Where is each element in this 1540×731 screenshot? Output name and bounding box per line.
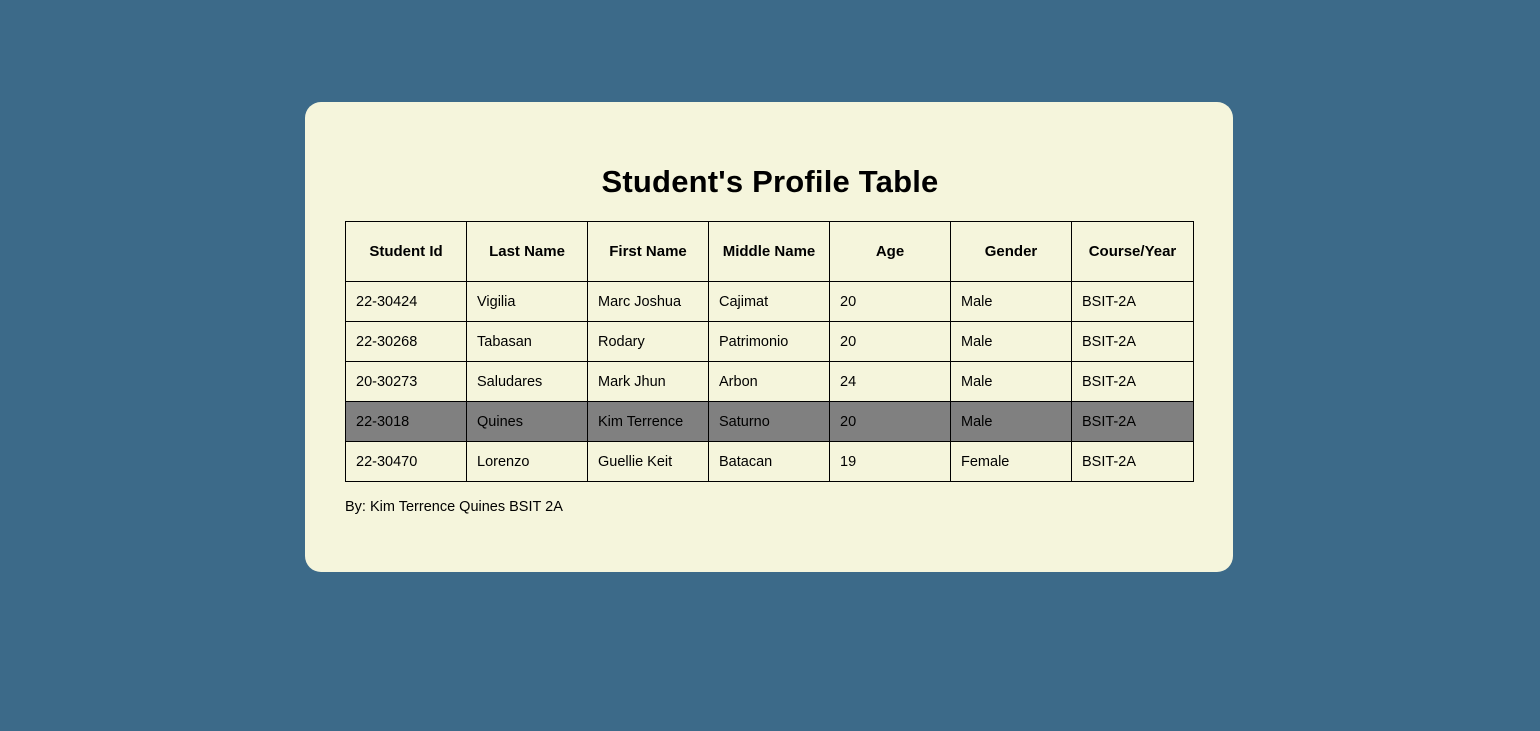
cell-last-name: Tabasan — [467, 322, 588, 362]
cell-age: 20 — [830, 402, 951, 442]
cell-gender: Male — [951, 362, 1072, 402]
cell-first-name: Guellie Keit — [588, 442, 709, 482]
cell-last-name: Lorenzo — [467, 442, 588, 482]
cell-course-year: BSIT-2A — [1072, 442, 1194, 482]
cell-student-id: 22-3018 — [346, 402, 467, 442]
table-header-row — [346, 222, 1194, 282]
cell-student-id: 22-30424 — [346, 282, 467, 322]
student-profile-table — [345, 221, 1194, 482]
cell-gender: Male — [951, 322, 1072, 362]
cell-age: 24 — [830, 362, 951, 402]
author-credit: By: Kim Terrence Quines BSIT 2A — [345, 499, 563, 515]
cell-student-id: 20-30273 — [346, 362, 467, 402]
table-row-highlighted — [346, 402, 1194, 442]
cell-middle-name: Saturno — [709, 402, 830, 442]
cell-middle-name: Batacan — [709, 442, 830, 482]
cell-age: 20 — [830, 322, 951, 362]
header-first-name: First Name — [588, 222, 709, 282]
cell-gender: Female — [951, 442, 1072, 482]
cell-middle-name: Patrimonio — [709, 322, 830, 362]
cell-last-name: Vigilia — [467, 282, 588, 322]
cell-gender: Male — [951, 282, 1072, 322]
cell-course-year: BSIT-2A — [1072, 322, 1194, 362]
cell-gender: Male — [951, 402, 1072, 442]
header-middle-name: Middle Name — [709, 222, 830, 282]
table-row — [346, 282, 1194, 322]
header-gender: Gender — [951, 222, 1072, 282]
page-title: Student's Profile Table — [601, 164, 939, 199]
cell-first-name: Marc Joshua — [588, 282, 709, 322]
cell-last-name: Quines — [467, 402, 588, 442]
cell-course-year: BSIT-2A — [1072, 282, 1194, 322]
header-course-year: Course/Year — [1072, 222, 1194, 282]
cell-first-name: Kim Terrence — [588, 402, 709, 442]
cell-student-id: 22-30268 — [346, 322, 467, 362]
table-row — [346, 322, 1194, 362]
cell-student-id: 22-30470 — [346, 442, 467, 482]
cell-last-name: Saludares — [467, 362, 588, 402]
header-student-id: Student Id — [346, 222, 467, 282]
header-age: Age — [830, 222, 951, 282]
cell-middle-name: Cajimat — [709, 282, 830, 322]
header-last-name: Last Name — [467, 222, 588, 282]
cell-course-year: BSIT-2A — [1072, 362, 1194, 402]
cell-age: 19 — [830, 442, 951, 482]
cell-first-name: Mark Jhun — [588, 362, 709, 402]
cell-course-year: BSIT-2A — [1072, 402, 1194, 442]
table-row — [346, 442, 1194, 482]
table-row — [346, 362, 1194, 402]
cell-middle-name: Arbon — [709, 362, 830, 402]
cell-first-name: Rodary — [588, 322, 709, 362]
cell-age: 20 — [830, 282, 951, 322]
